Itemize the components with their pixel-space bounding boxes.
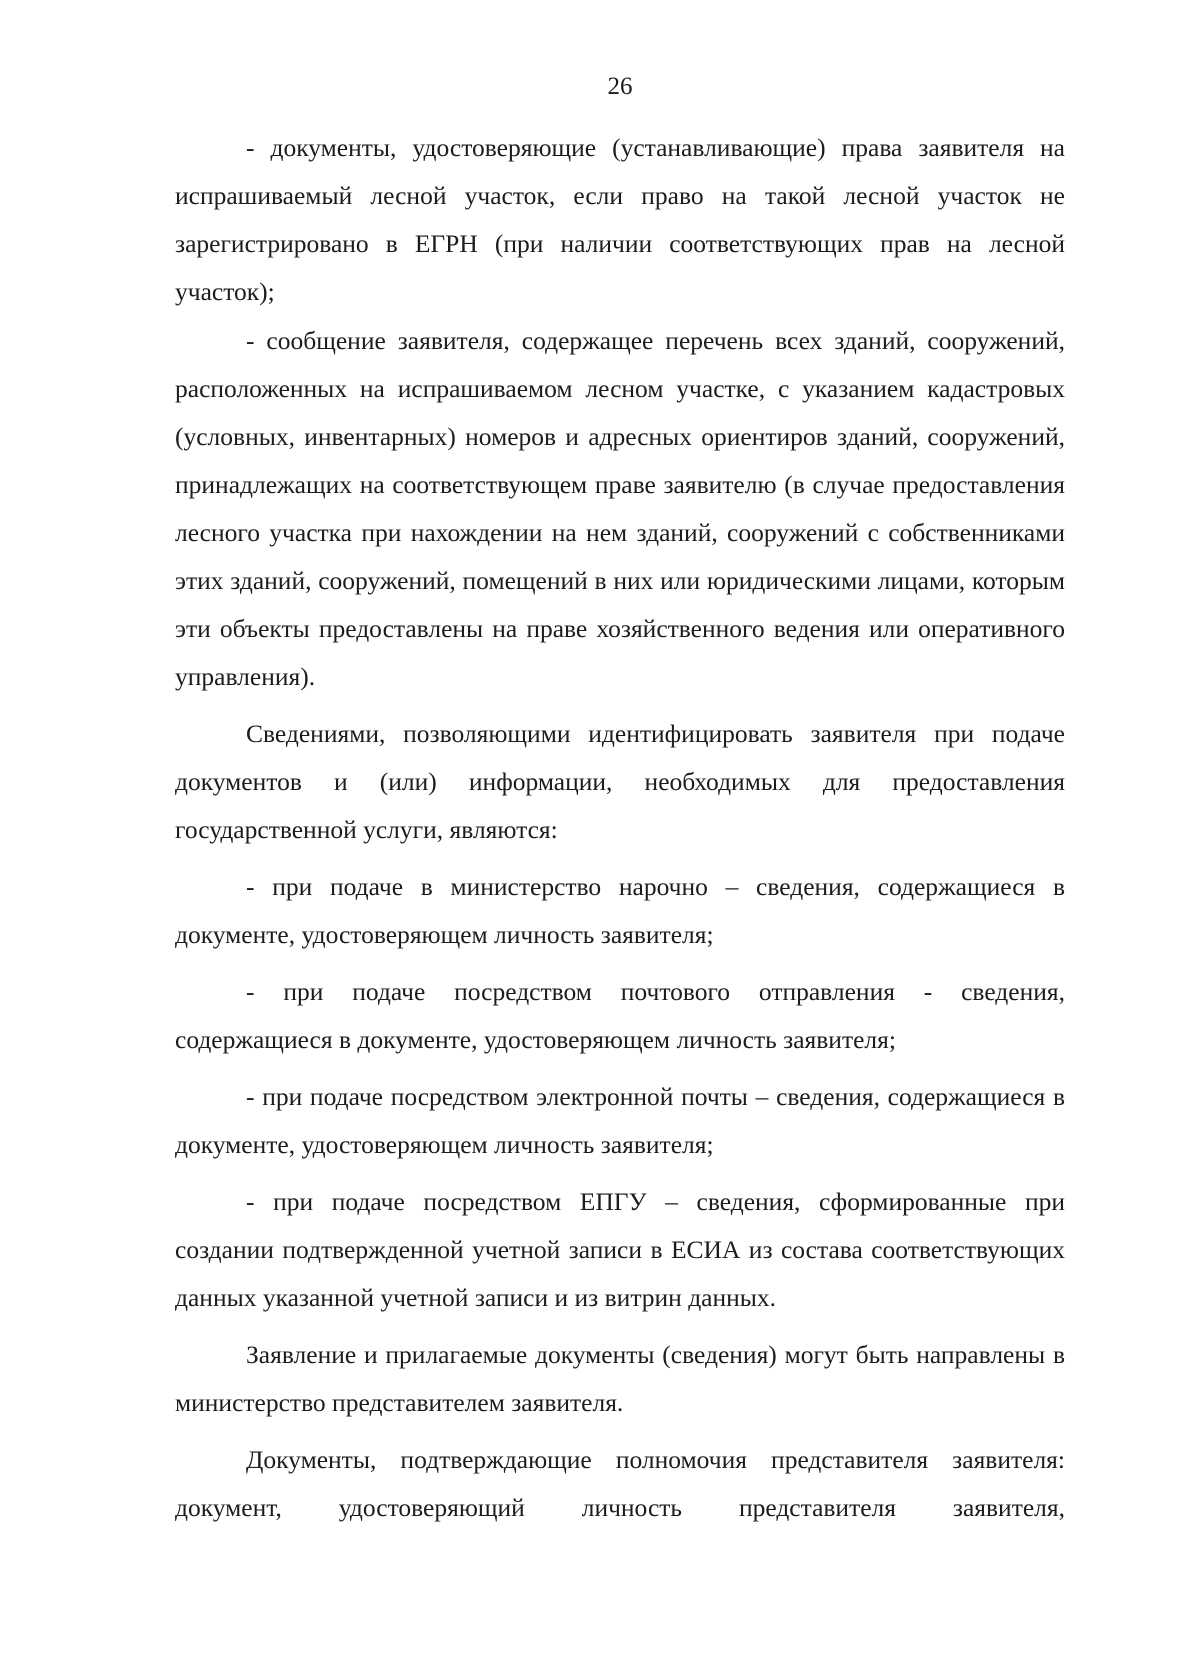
paragraph-title-documents: - документы, удостоверяющие (устанавливающие) права заявителя на испрашиваемый лесной участок, если право на такой лесной участок не зарегистрировано в ЕГРН (при наличии соответствующих прав на лесной участок); (175, 133, 1065, 306)
paragraph-identification-info: Сведениями, позволяющими идентифицировать заявителя при подаче документов и (или) информации, необходимых для предоставления государственной услуги, являются: (175, 719, 1065, 844)
paragraph-postal: - при подаче посредством почтового отправления - сведения, содержащиеся в документе, удостоверяющем личность заявителя; (175, 977, 1065, 1054)
page-number: 26 (607, 73, 633, 100)
page-body (175, 124, 1065, 1532)
paragraph-in-person: - при подаче в министерство нарочно – сведения, содержащиеся в документе, удостоверяющем личность заявителя; (175, 872, 1065, 949)
paragraph-applicant-message: - сообщение заявителя, содержащее перечень всех зданий, сооружений, расположенных на испрашиваемом лесном участке, с указанием кадастровых (условных, инвентарных) номеров и адресных ориентиров зданий, сооружений, принадлежащих на соответствующем праве заявителю (в случае предоставления лесного участка при нахождении на нем зданий, сооружений с собственниками этих зданий, сооружений, помещений в них или юридическими лицами, которым эти объекты предоставлены на праве хозяйственного ведения или оперативного управления). (175, 326, 1065, 691)
paragraph-representative: Заявление и прилагаемые документы (сведения) могут быть направлены в министерство представителем заявителя. (175, 1340, 1065, 1417)
paragraph-email: - при подаче посредством электронной почты – сведения, содержащиеся в документе, удостоверяющем личность заявителя; (175, 1082, 1065, 1159)
paragraph-epgu: - при подаче посредством ЕПГУ – сведения, сформированные при создании подтвержденной учетной записи в ЕСИА из состава соответствующих данных указанной учетной записи и из витрин данных. (175, 1187, 1065, 1312)
paragraph-representative-documents: Документы, подтверждающие полномочия представителя заявителя: документ, удостоверяющий личность представителя заявителя, (175, 1445, 1065, 1522)
